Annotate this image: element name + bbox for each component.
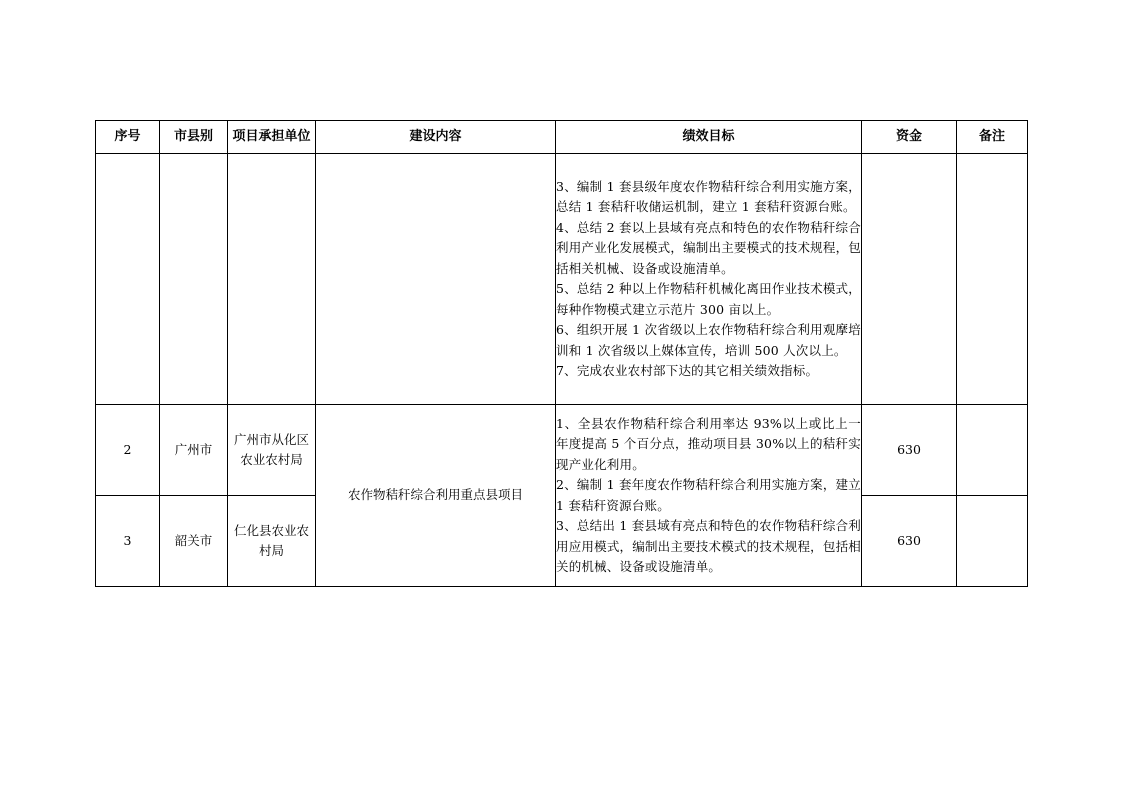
header-funds: 资金 <box>862 121 957 154</box>
target-item: 3、总结出 1 套县域有亮点和特色的农作物秸秆综合利用应用模式，编制出主要技术模式的技术规程，包括相关的机械、设备或设施清单。 <box>556 518 861 574</box>
cell-city-empty <box>160 154 228 405</box>
target-item: 4、总结 2 套以上县域有亮点和特色的农作物秸秆综合利用产业化发展模式，编制出主要模式的技术规程，包括相关机械、设备或设施清单。 <box>556 219 861 276</box>
cell-funds: 630 <box>862 405 957 496</box>
cell-funds: 630 <box>862 496 957 587</box>
cell-content-empty <box>316 154 556 405</box>
header-seq: 序号 <box>96 121 160 154</box>
cell-seq-empty <box>96 154 160 405</box>
target-item: 6、组织开展 1 次省级以上农作物秸秆综合利用观摩培训和 1 次省级以上媒体宣传，培训 500 人次以上。 <box>556 322 861 358</box>
cell-target-shared <box>556 405 862 587</box>
cell-city: 韶关市 <box>160 496 228 587</box>
target-item: 3、编制 1 套县级年度农作物秸秆综合利用实施方案，总结 1 套秸秆收储运机制，建立 1 套秸秆资源台账。 <box>556 178 861 214</box>
target-item: 1、全县农作物秸秆综合利用率达 93%以上或比上一年度提高 5 个百分点，推动项目县 30%以上的秸秆实现产业化利用。 <box>556 415 861 472</box>
project-table <box>95 120 1028 587</box>
cell-seq: 2 <box>96 405 160 496</box>
table-row <box>96 405 1028 496</box>
header-row <box>96 121 1028 154</box>
target-item: 7、完成农业农村部下达的其它相关绩效指标。 <box>556 363 819 378</box>
table-row-continued <box>96 154 1028 405</box>
target-item: 5、总结 2 种以上作物秸秆机械化离田作业技术模式，每种作物模式建立示范片 300 亩以上。 <box>556 281 861 317</box>
cell-remark-empty <box>957 154 1028 405</box>
header-remark: 备注 <box>957 121 1028 154</box>
cell-target-continued <box>556 154 862 405</box>
header-city: 市县别 <box>160 121 228 154</box>
cell-unit: 广州市从化区农业农村局 <box>228 405 316 496</box>
header-content: 建设内容 <box>316 121 556 154</box>
cell-content-shared: 农作物秸秆综合利用重点县项目 <box>316 405 556 587</box>
cell-city: 广州市 <box>160 405 228 496</box>
header-unit: 项目承担单位 <box>228 121 316 154</box>
cell-unit-empty <box>228 154 316 405</box>
cell-remark <box>957 405 1028 496</box>
target-item: 2、编制 1 套年度农作物秸秆综合利用实施方案，建立 1 套秸秆资源台账。 <box>556 477 861 513</box>
cell-remark <box>957 496 1028 587</box>
cell-funds-empty <box>862 154 957 405</box>
cell-seq: 3 <box>96 496 160 587</box>
header-target: 绩效目标 <box>556 121 862 154</box>
cell-unit: 仁化县农业农村局 <box>228 496 316 587</box>
